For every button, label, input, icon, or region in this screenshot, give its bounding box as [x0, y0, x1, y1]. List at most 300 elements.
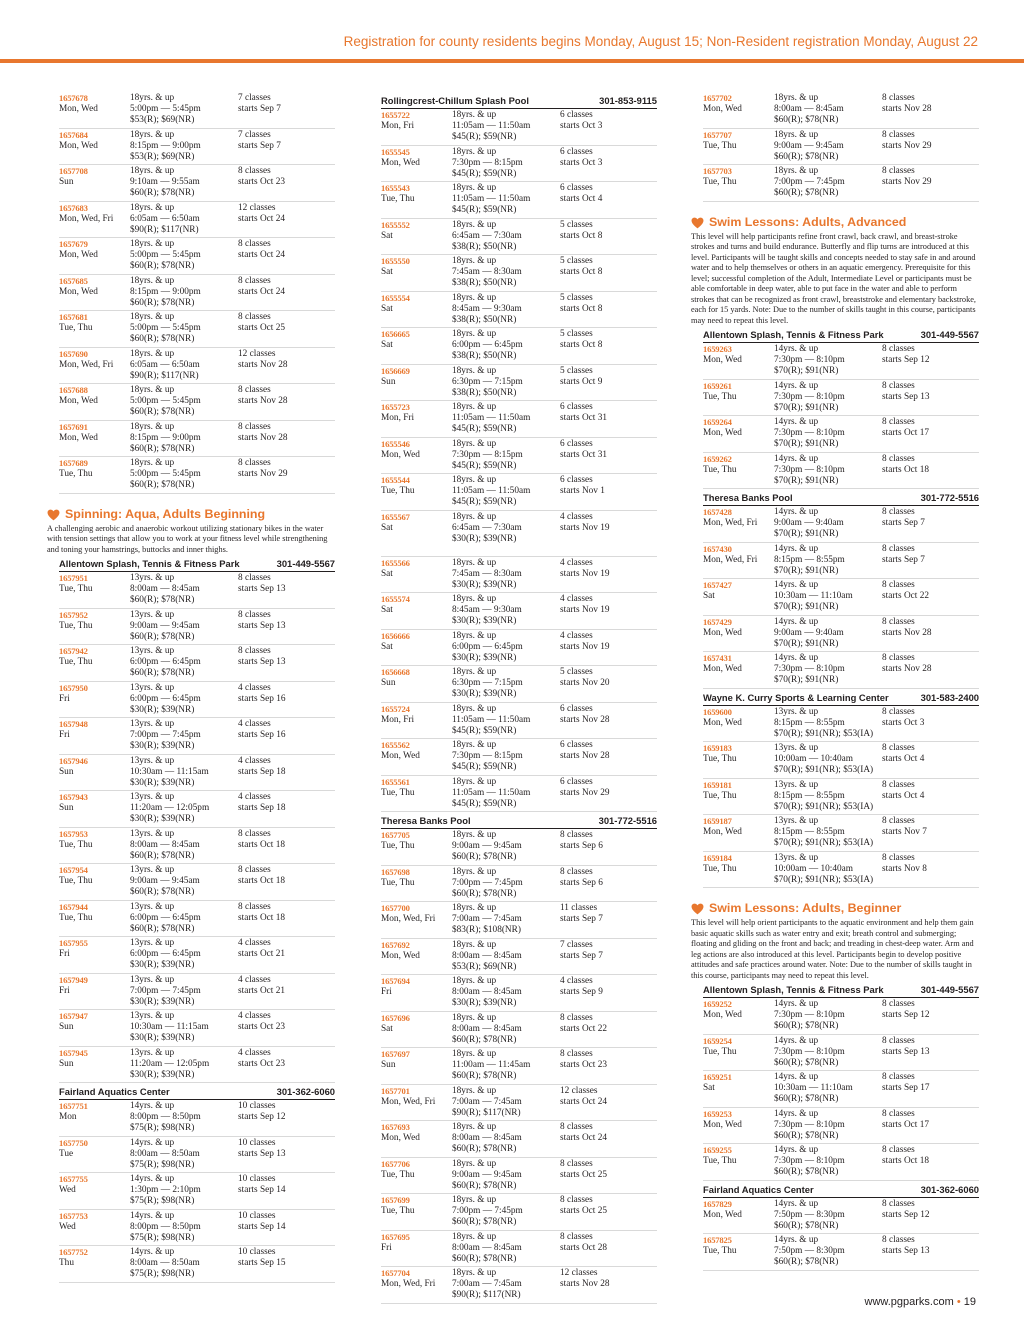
- class-start: starts Nov 29: [238, 469, 288, 479]
- class-code: 1657751: [59, 1101, 88, 1111]
- class-start: starts Oct 18: [238, 876, 285, 886]
- facility-name: Rollingcrest-Chillum Splash Pool: [381, 95, 529, 106]
- class-days: Tue, Thu: [381, 1206, 415, 1216]
- class-days: Thu: [59, 1258, 74, 1268]
- class-time: 9:00am — 9:45am: [452, 841, 522, 851]
- class-code: 1657697: [381, 1049, 410, 1059]
- facility-phone: 301-853-9115: [599, 95, 657, 106]
- class-fee: $70(R); $91(NR): [774, 529, 839, 539]
- class-age: 13yrs. & up: [774, 743, 819, 753]
- class-count: 7 classes: [238, 93, 271, 103]
- class-code: 1659600: [703, 706, 732, 717]
- class-start: starts Nov 7: [882, 827, 927, 837]
- class-start: starts Nov 28: [882, 627, 932, 638]
- class-count: 8 classes: [560, 866, 593, 877]
- class-count: 8 classes: [882, 93, 915, 103]
- class-count: 6 classes: [560, 402, 593, 412]
- class-listing: [59, 791, 335, 828]
- facility-header: [703, 492, 979, 506]
- class-count: 8 classes: [882, 417, 915, 427]
- class-fee: $30(R); $39(NR): [452, 579, 517, 590]
- class-age: 14yrs. & up: [130, 1210, 175, 1221]
- class-fee: $70(R); $91(NR); $53(IA): [774, 801, 874, 812]
- class-time: 7:30pm — 8:10pm: [774, 428, 845, 438]
- class-days: Sat: [381, 303, 393, 314]
- class-code: 1657430: [703, 543, 732, 554]
- class-count: 10 classes: [238, 1101, 276, 1111]
- facility-name: Fairland Aquatics Center: [59, 1086, 170, 1097]
- class-age: 18yrs. & up: [452, 475, 497, 485]
- class-listing: [59, 755, 335, 792]
- class-time: 7:30pm — 8:10pm: [774, 1046, 845, 1057]
- class-listing: [381, 511, 657, 557]
- class-age: 18yrs. & up: [452, 1085, 497, 1096]
- class-age: 18yrs. & up: [452, 329, 497, 339]
- class-fee: $60(R); $78(NR): [774, 1167, 839, 1177]
- class-time: 7:30pm — 8:10pm: [774, 391, 845, 402]
- class-count: 8 classes: [882, 380, 915, 391]
- class-listing: [59, 1137, 335, 1174]
- class-start: starts Oct 3: [560, 121, 603, 131]
- class-listing: [381, 365, 657, 402]
- class-code: 1657706: [381, 1158, 410, 1169]
- class-code: 1655561: [381, 776, 410, 787]
- class-code: 1657431: [703, 653, 732, 663]
- class-days: Fri: [59, 985, 70, 996]
- class-time: 5:00pm — 5:45pm: [130, 104, 201, 114]
- facility-name: Theresa Banks Pool: [703, 492, 793, 503]
- class-start: starts Oct 8: [560, 340, 603, 350]
- class-code: 1657948: [59, 719, 88, 729]
- class-fee: $60(R); $78(NR): [774, 1220, 839, 1231]
- class-listing: [703, 1035, 979, 1072]
- class-listing: [703, 1198, 979, 1235]
- class-time: 7:30pm — 8:10pm: [774, 664, 845, 674]
- class-time: 8:15pm — 8:55pm: [774, 790, 845, 801]
- class-age: 14yrs. & up: [774, 344, 819, 354]
- class-code: 1657944: [59, 901, 88, 912]
- class-start: starts Oct 24: [238, 250, 285, 260]
- class-code: 1657698: [381, 866, 410, 877]
- class-code: 1657946: [59, 755, 88, 766]
- class-fee: $30(R); $39(NR): [130, 814, 195, 824]
- class-age: 18yrs. & up: [452, 903, 497, 913]
- class-start: starts Sep 7: [238, 104, 281, 114]
- class-start: starts Nov 28: [560, 714, 610, 725]
- facility-name: Allentown Splash, Tennis & Fitness Park: [703, 329, 884, 340]
- class-listing: [59, 1173, 335, 1210]
- class-time: 6:00pm — 6:45pm: [130, 693, 201, 704]
- class-fee: $70(R); $91(NR): [774, 439, 839, 449]
- class-age: 18yrs. & up: [452, 667, 497, 677]
- facility-phone: 301-449-5567: [920, 984, 979, 995]
- class-age: 14yrs. & up: [774, 1198, 819, 1209]
- class-days: Mon, Wed: [703, 1119, 742, 1130]
- class-count: 8 classes: [560, 1012, 593, 1023]
- class-days: Mon, Wed: [381, 950, 420, 961]
- class-listing: [381, 975, 657, 1012]
- class-count: 6 classes: [560, 183, 593, 193]
- class-count: 8 classes: [560, 1158, 593, 1169]
- class-listing: [59, 421, 335, 458]
- class-age: 18yrs. & up: [452, 438, 497, 449]
- class-time: 10:30am — 11:10am: [774, 1083, 853, 1093]
- class-start: starts Oct 18: [882, 1156, 929, 1166]
- class-count: 4 classes: [238, 1047, 271, 1058]
- class-start: starts Oct 21: [238, 949, 285, 959]
- facility-phone: 301-449-5567: [920, 329, 979, 340]
- class-code: 1657429: [703, 616, 732, 627]
- class-code: 1657688: [59, 385, 88, 395]
- class-time: 11:05am — 11:50am: [452, 121, 531, 131]
- facility-header: [381, 815, 657, 829]
- class-code: 1659262: [703, 453, 732, 464]
- class-age: 18yrs. & up: [130, 348, 175, 359]
- class-fee: $60(R); $78(NR): [130, 850, 195, 861]
- class-count: 4 classes: [238, 682, 271, 693]
- class-start: starts Nov 19: [560, 568, 610, 579]
- class-fee: $75(R); $98(NR): [130, 1196, 195, 1206]
- class-code: 1657954: [59, 865, 88, 875]
- class-fee: $60(R); $78(NR): [452, 1180, 517, 1191]
- class-fee: $70(R); $91(NR): [774, 638, 839, 649]
- class-start: starts Oct 17: [882, 428, 929, 438]
- class-fee: $70(R); $91(NR); $53(IA): [774, 838, 874, 848]
- class-time: 10:30am — 11:15am: [130, 766, 209, 777]
- class-code: 1657955: [59, 938, 88, 948]
- class-listing: [703, 616, 979, 653]
- class-start: starts Oct 24: [238, 286, 285, 297]
- class-age: 18yrs. & up: [452, 703, 497, 714]
- class-listing: [59, 645, 335, 682]
- class-count: 8 classes: [882, 507, 915, 517]
- class-days: Mon, Wed: [703, 627, 742, 638]
- class-time: 11:05am — 11:50am: [452, 714, 531, 725]
- class-listing: [703, 579, 979, 616]
- class-time: 8:00am — 8:45am: [452, 987, 522, 997]
- class-code: 1659181: [703, 779, 732, 790]
- class-listing: [59, 1246, 335, 1283]
- class-code: 1657703: [703, 166, 732, 176]
- class-age: 14yrs. & up: [130, 1174, 175, 1184]
- class-count: 6 classes: [560, 776, 593, 787]
- facility-phone: 301-362-6060: [920, 1183, 979, 1195]
- class-fee: $60(R); $78(NR): [774, 115, 839, 125]
- class-code: 1655722: [381, 110, 410, 120]
- class-age: 18yrs. & up: [452, 292, 497, 303]
- class-code: 1655574: [381, 594, 410, 604]
- class-fee: $45(R); $59(NR): [452, 762, 517, 772]
- class-age: 14yrs. & up: [774, 453, 819, 464]
- class-start: starts Sep 13: [882, 1246, 930, 1256]
- class-age: 14yrs. & up: [130, 1101, 175, 1111]
- class-start: starts Oct 4: [882, 754, 925, 764]
- class-fee: $45(R); $59(NR): [452, 205, 517, 215]
- class-listing: [381, 1048, 657, 1085]
- class-count: 10 classes: [238, 1210, 276, 1221]
- class-age: 18yrs. & up: [452, 183, 497, 193]
- class-start: starts Sep 7: [560, 950, 603, 961]
- class-listing: [703, 652, 979, 689]
- class-time: 6:00pm — 6:45pm: [452, 340, 523, 350]
- class-fee: $60(R); $78(NR): [774, 1130, 839, 1141]
- facility-phone: 301-362-6060: [276, 1086, 335, 1097]
- class-listing: [703, 779, 979, 816]
- class-start: starts Nov 28: [560, 1279, 610, 1289]
- class-days: Mon, Wed: [381, 751, 420, 761]
- class-age: 13yrs. & up: [130, 682, 175, 693]
- class-start: starts Nov 19: [560, 641, 610, 652]
- class-fee: $60(R); $78(NR): [130, 631, 195, 642]
- class-start: starts Oct 3: [560, 157, 603, 168]
- class-start: starts Oct 25: [560, 1206, 607, 1216]
- class-count: 8 classes: [882, 816, 915, 826]
- class-start: starts Sep 7: [882, 518, 925, 528]
- class-start: starts Oct 8: [560, 303, 603, 314]
- class-count: 8 classes: [238, 865, 271, 875]
- class-listing: [381, 1231, 657, 1268]
- class-age: 18yrs. & up: [452, 1231, 497, 1242]
- class-code: 1656665: [381, 329, 410, 339]
- class-listing: [59, 92, 335, 129]
- class-code: 1655550: [381, 256, 410, 266]
- class-listing: [59, 828, 335, 865]
- class-fee: $75(R); $98(NR): [130, 1123, 195, 1133]
- facility-phone: 301-449-5567: [276, 558, 335, 569]
- class-days: Mon, Wed, Fri: [381, 914, 436, 924]
- class-age: 14yrs. & up: [774, 1035, 819, 1046]
- class-days: Wed: [59, 1185, 76, 1195]
- class-days: Tue, Thu: [59, 584, 93, 594]
- footer-site[interactable]: www.pgparks.com: [864, 1296, 954, 1308]
- class-days: Tue, Thu: [59, 323, 93, 333]
- class-time: 8:00am — 8:45am: [452, 1133, 522, 1143]
- class-fee: $90(R); $117(NR): [130, 224, 199, 235]
- class-listing: [59, 348, 335, 385]
- class-time: 11:20am — 12:05pm: [130, 803, 210, 813]
- class-count: 5 classes: [560, 256, 593, 266]
- class-fee: $75(R); $98(NR): [130, 1232, 195, 1243]
- class-time: 8:00am — 8:45am: [130, 584, 200, 594]
- class-time: 9:00am — 9:45am: [130, 620, 200, 631]
- class-count: 8 classes: [238, 421, 271, 432]
- class-listing: [381, 292, 657, 329]
- class-start: starts Sep 7: [560, 914, 603, 924]
- heart-icon: [691, 216, 704, 228]
- class-time: 6:00pm — 6:45pm: [130, 912, 201, 923]
- class-fee: $60(R); $78(NR): [452, 1034, 517, 1045]
- class-code: 1657695: [381, 1231, 410, 1242]
- class-time: 5:00pm — 5:45pm: [130, 250, 201, 260]
- class-code: 1657829: [703, 1198, 732, 1209]
- class-days: Tue, Thu: [59, 620, 93, 631]
- class-time: 5:00pm — 5:45pm: [130, 469, 201, 479]
- class-age: 14yrs. & up: [774, 999, 819, 1009]
- class-fee: $53(R); $69(NR): [130, 115, 195, 125]
- class-fee: $60(R); $78(NR): [774, 151, 839, 162]
- class-code: 1657690: [59, 348, 88, 359]
- class-listing: [59, 129, 335, 166]
- section-title: Spinning: Aqua, Adults Beginning: [65, 506, 266, 521]
- class-days: Fri: [59, 730, 70, 740]
- class-count: 4 classes: [238, 974, 271, 985]
- class-code: 1657689: [59, 458, 88, 468]
- class-time: 11:05am — 11:50am: [452, 413, 531, 423]
- class-fee: $38(R); $50(NR): [452, 278, 517, 288]
- class-start: starts Sep 6: [560, 841, 603, 851]
- class-fee: $60(R); $78(NR): [452, 1253, 517, 1264]
- class-time: 10:30am — 11:10am: [774, 591, 853, 601]
- class-fee: $38(R); $50(NR): [452, 314, 517, 325]
- class-count: 4 classes: [560, 511, 593, 522]
- class-days: Tue, Thu: [703, 1046, 737, 1057]
- class-listing: [59, 718, 335, 755]
- class-fee: $60(R); $78(NR): [130, 443, 195, 454]
- class-time: 9:00am — 9:45am: [130, 876, 200, 886]
- class-age: 18yrs. & up: [452, 219, 497, 230]
- section-description: This level will help participants refine front crawl, back crawl, and breast-stroke strokes and turns and build endurance. Butterfly and flip turns are introduced at this level. Participants will be taught skills and concepts needed to stay safe in and around water and to help themselves or others in an aquatic emergency. Prerequisite for this level; successful completion of the Adult, Intermediate Level or participants must be able comfortable in deep water, able to put face in the water and able to perform strokes that can be recognized as front crawl, breaststroke and elementary backstroke, each for 15 yards. Note: Due to the number of skills taught in this course, participants may need to repeat this level.: [691, 231, 976, 325]
- class-days: Mon, Wed: [59, 286, 98, 297]
- class-time: 6:05am — 6:50am: [130, 359, 200, 370]
- class-days: Sat: [381, 340, 393, 350]
- class-start: starts Sep 13: [238, 584, 286, 594]
- class-days: Mon, Wed: [703, 104, 742, 114]
- class-start: starts Sep 16: [238, 730, 286, 740]
- class-time: 8:15pm — 8:55pm: [774, 554, 845, 565]
- class-time: 7:00pm — 7:45pm: [452, 877, 523, 888]
- class-start: starts Oct 21: [238, 985, 285, 996]
- class-fee: $30(R); $39(NR): [452, 652, 517, 663]
- class-age: 13yrs. & up: [130, 974, 175, 985]
- class-code: 1659252: [703, 999, 732, 1009]
- class-fee: $30(R); $39(NR): [130, 777, 195, 788]
- class-age: 18yrs. & up: [452, 976, 497, 986]
- header-rule: [0, 59, 1024, 63]
- page-number: 19: [963, 1296, 976, 1308]
- class-code: 1659251: [703, 1072, 732, 1082]
- class-days: Sat: [381, 230, 393, 241]
- class-time: 7:00am — 7:45am: [452, 914, 522, 924]
- class-age: 13yrs. & up: [130, 755, 175, 766]
- class-days: Mon, Wed: [703, 827, 742, 837]
- class-fee: $30(R); $39(NR): [130, 960, 195, 970]
- class-age: 18yrs. & up: [130, 421, 175, 432]
- class-fee: $30(R); $39(NR): [452, 998, 517, 1008]
- section-title: Swim Lessons: Adults, Advanced: [709, 214, 907, 229]
- class-fee: $45(R); $59(NR): [452, 725, 517, 736]
- class-days: Tue, Thu: [59, 657, 93, 667]
- facility-name: Wayne K. Curry Sports & Learning Center: [703, 691, 889, 703]
- class-days: Tue, Thu: [381, 877, 415, 888]
- class-count: 4 classes: [238, 938, 271, 948]
- class-code: 1657701: [381, 1085, 410, 1096]
- facility-name: Theresa Banks Pool: [381, 815, 471, 826]
- class-fee: $75(R); $98(NR): [130, 1159, 195, 1170]
- class-listing: [381, 1012, 657, 1049]
- facility-name: Allentown Splash, Tennis & Fitness Park: [59, 558, 240, 569]
- class-listing: [703, 416, 979, 453]
- class-fee: $90(R); $117(NR): [130, 370, 199, 381]
- footer-separator: •: [956, 1296, 961, 1308]
- class-code: 1655545: [381, 146, 410, 157]
- page-header: Registration for county residents begins Monday, August 15; Non-Resident registration Monday, August 22: [343, 34, 978, 49]
- class-age: 18yrs. & up: [452, 830, 497, 840]
- class-days: Fri: [381, 1242, 392, 1253]
- class-days: Mon, Wed: [59, 250, 98, 260]
- class-time: 6:45am — 7:30am: [452, 230, 522, 241]
- class-fee: $60(R); $78(NR): [774, 1057, 839, 1068]
- class-listing: [59, 202, 335, 239]
- class-count: 4 classes: [560, 594, 593, 604]
- class-age: 18yrs. & up: [130, 312, 175, 322]
- class-start: starts Sep 12: [238, 1112, 286, 1122]
- class-listing: [381, 328, 657, 365]
- class-fee: $38(R); $50(NR): [452, 351, 517, 361]
- class-time: 1:30pm — 2:10pm: [130, 1185, 201, 1195]
- class-days: Mon, Wed: [381, 1133, 420, 1143]
- class-listing: [703, 453, 979, 490]
- class-time: 8:00am — 8:45am: [452, 1023, 522, 1034]
- class-time: 7:30pm — 8:10pm: [774, 355, 845, 365]
- class-listing: [703, 1144, 979, 1181]
- class-days: Sun: [381, 678, 396, 688]
- class-age: 13yrs. & up: [774, 706, 819, 717]
- class-code: 1656666: [381, 630, 410, 641]
- class-code: 1657752: [59, 1247, 88, 1257]
- class-days: Mon, Wed: [59, 432, 98, 443]
- class-listing: [59, 974, 335, 1011]
- class-start: starts Sep 9: [560, 987, 603, 997]
- class-days: Tue, Thu: [59, 876, 93, 886]
- class-code: 1657694: [381, 976, 410, 986]
- class-days: Sun: [59, 766, 74, 777]
- class-fee: $30(R); $39(NR): [452, 689, 517, 699]
- class-count: 5 classes: [560, 219, 593, 230]
- class-age: 18yrs. & up: [452, 110, 497, 120]
- class-count: 4 classes: [560, 630, 593, 641]
- class-time: 8:00am — 8:50am: [130, 1258, 200, 1268]
- class-days: Mon, Wed: [59, 104, 98, 114]
- class-count: 8 classes: [238, 275, 271, 286]
- class-listing: [703, 742, 979, 779]
- class-fee: $60(R); $78(NR): [452, 1071, 517, 1081]
- facility-name: Allentown Splash, Tennis & Fitness Park: [703, 984, 884, 995]
- class-time: 8:00am — 8:45am: [452, 950, 522, 961]
- class-days: Mon, Wed, Fri: [703, 554, 758, 565]
- class-start: starts Sep 6: [560, 877, 603, 888]
- class-time: 7:00am — 7:45am: [452, 1279, 522, 1289]
- column-right: [691, 92, 979, 1271]
- class-listing: [59, 238, 335, 275]
- class-count: 6 classes: [560, 703, 593, 714]
- class-listing: [59, 864, 335, 901]
- class-count: 6 classes: [560, 146, 593, 157]
- class-start: starts Sep 13: [882, 1046, 930, 1057]
- class-count: 5 classes: [560, 329, 593, 339]
- column-middle: [381, 92, 657, 1304]
- class-days: Sat: [381, 522, 393, 533]
- class-start: starts Oct 23: [238, 177, 285, 187]
- class-code: 1655723: [381, 402, 410, 412]
- class-age: 14yrs. & up: [774, 543, 819, 554]
- class-count: 4 classes: [238, 792, 271, 802]
- class-listing: [381, 666, 657, 703]
- class-code: 1657950: [59, 682, 88, 693]
- class-time: 7:50pm — 8:30pm: [774, 1209, 845, 1220]
- class-listing: [381, 255, 657, 292]
- class-fee: $83(R); $108(NR): [452, 925, 521, 935]
- facility-phone: 301-772-5516: [920, 492, 979, 503]
